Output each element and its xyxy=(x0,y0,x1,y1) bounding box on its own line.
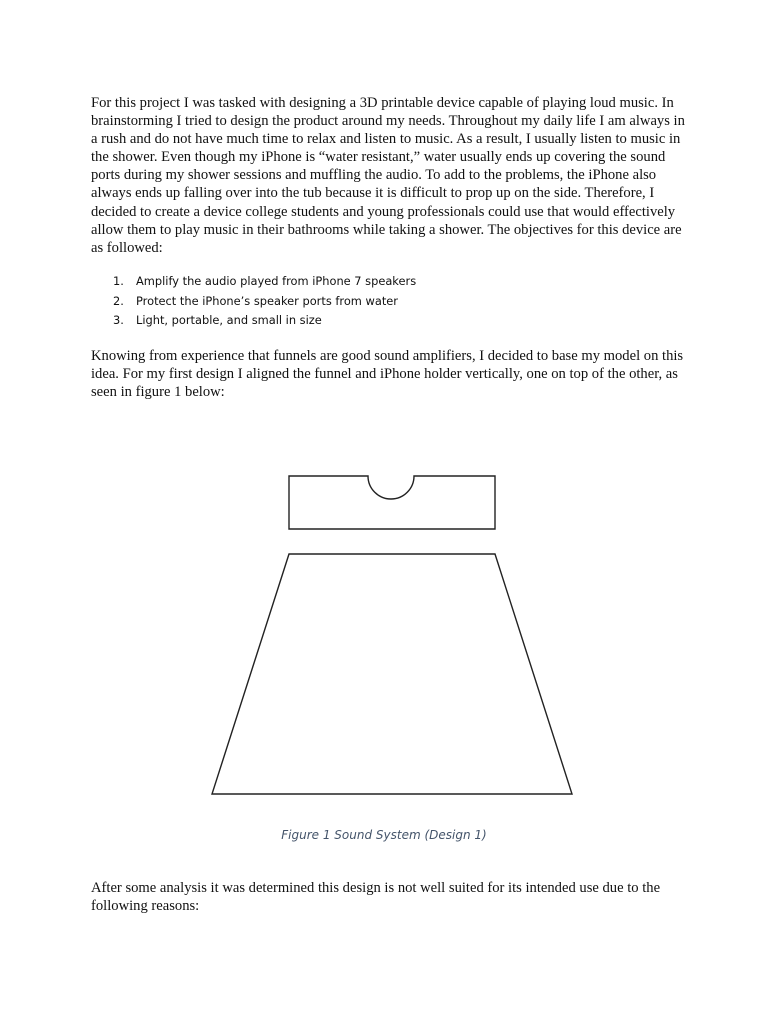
intro-paragraph: For this project I was tasked with designing a 3D printable device capable of playing loud music. In brainstorming I tried to design the product around my needs. Throughout my daily life I am always in a rush and do not have much time to relax and listen to music. As a result, I usually listen to music in the shower. Even though my iPhone is “water resistant,” water usually ends up covering the sound ports during my shower sessions and muffling the audio. To add to the problems, the iPhone also always ends up falling over into the tub because it is difficult to prop up on the side. Therefore, I decided to create a device college students and young professionals could use that would effectively allow them to play music in their bathrooms while taking a shower. The objectives for this device are as followed: xyxy=(91,95,685,256)
design-paragraph: Knowing from experience that funnels are good sound amplifiers, I decided to base my model on this idea. For my first design I aligned the funnel and iPhone holder vertically, one on top of the other, as seen in figure 1 below: xyxy=(91,348,684,401)
list-item-text: Protect the iPhone’s speaker ports from water xyxy=(136,293,398,308)
list-item xyxy=(113,272,673,292)
list-item-number: 2. xyxy=(113,293,124,308)
list-item-text: Light, portable, and small in size xyxy=(136,313,322,327)
list-item-number: 3. xyxy=(113,313,124,327)
list-item xyxy=(113,311,673,331)
funnel-shape xyxy=(212,554,572,794)
analysis-paragraph: After some analysis it was determined this design is not well suited for its intended use due to the following reasons: xyxy=(91,880,661,915)
list-item-number: 1. xyxy=(113,274,124,288)
iphone-holder-shape xyxy=(289,476,495,529)
sound-system-drawing xyxy=(200,465,590,805)
figure-caption: Figure 1 Sound System (Design 1) xyxy=(281,828,487,842)
objectives-list xyxy=(113,272,673,331)
list-item-text: Amplify the audio played from iPhone 7 speakers xyxy=(136,274,417,288)
list-item xyxy=(113,292,673,312)
